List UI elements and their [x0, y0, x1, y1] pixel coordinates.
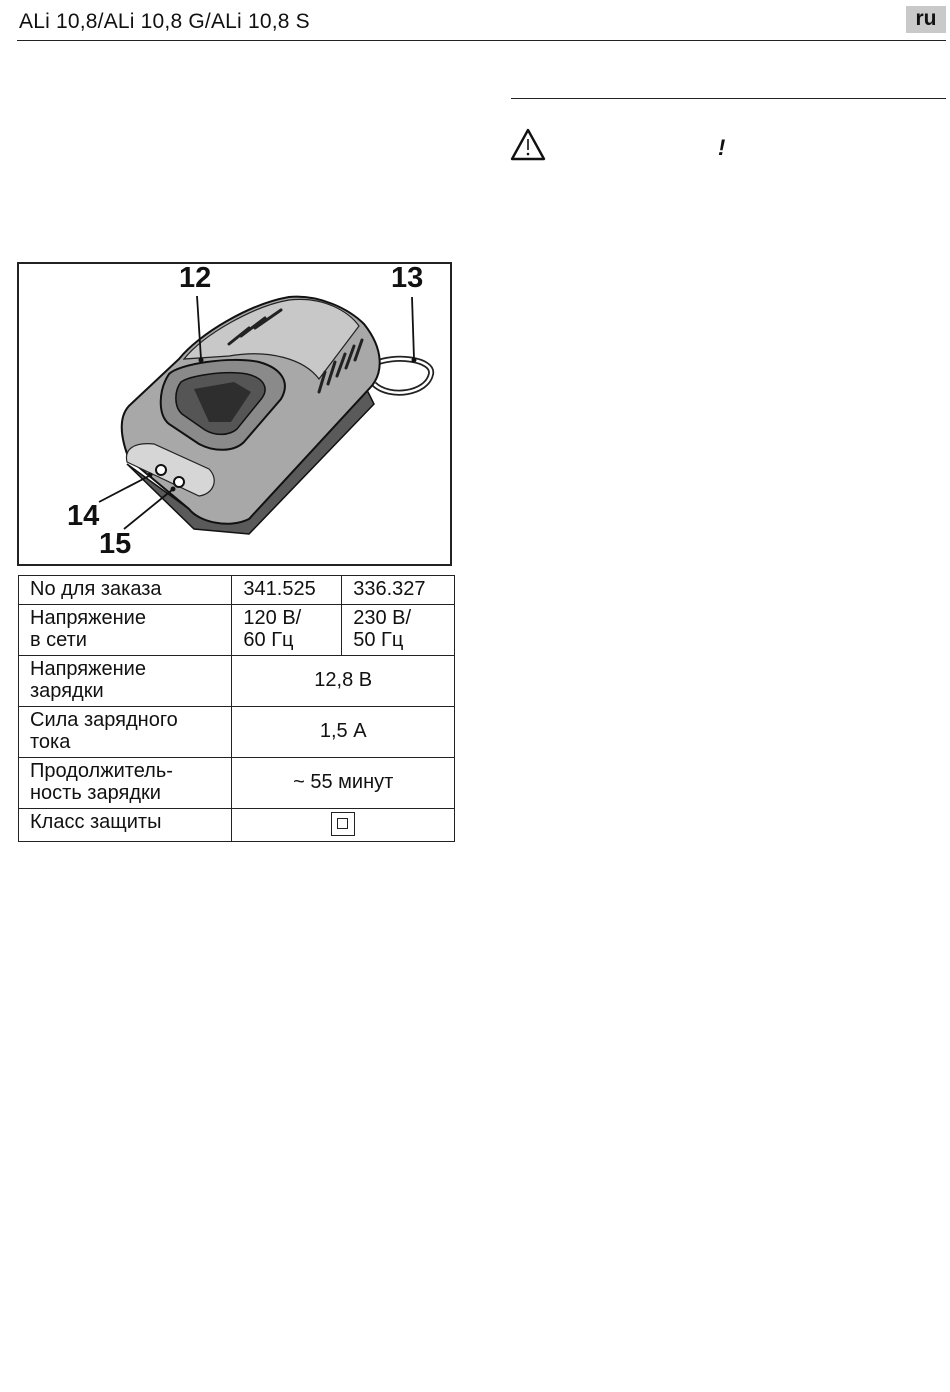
header-rule [17, 40, 946, 41]
page-header-title: ALi 10,8/ALi 10,8 G/ALi 10,8 S [19, 10, 310, 33]
callout-12: 12 [179, 262, 212, 294]
protection-class-ii-icon [331, 812, 355, 836]
warning-triangle-icon [510, 128, 546, 167]
value-cell: 230 В/ 50 Гц [342, 605, 455, 656]
language-badge: ru [906, 6, 946, 33]
value-cell: ~ 55 минут [232, 758, 455, 809]
charger-figure [17, 262, 452, 566]
row-label: Класс защиты [19, 809, 232, 842]
table-row [19, 576, 455, 605]
value-cell: 120 В/ 60 Гц [232, 605, 342, 656]
table-row [19, 707, 455, 758]
value-cell: 341.525 [232, 576, 342, 605]
callout-15: 15 [99, 528, 132, 560]
row-label: No для заказа [19, 576, 232, 605]
value-cell [232, 809, 455, 842]
row-label: Напряжение зарядки [19, 656, 232, 707]
callout-13: 13 [391, 262, 424, 294]
table-row [19, 809, 455, 842]
row-label: Сила зарядного тока [19, 707, 232, 758]
right-column-rule [511, 98, 946, 99]
table-row [19, 758, 455, 809]
value-cell: 336.327 [342, 576, 455, 605]
warning-exclamation: ! [718, 135, 726, 160]
table-row [19, 656, 455, 707]
table-row [19, 605, 455, 656]
row-label: Продолжитель- ность зарядки [19, 758, 232, 809]
value-cell: 1,5 А [232, 707, 455, 758]
specifications-table [18, 575, 455, 842]
value-cell: 12,8 В [232, 656, 455, 707]
callout-14: 14 [67, 500, 100, 532]
row-label: Напряжение в сети [19, 605, 232, 656]
